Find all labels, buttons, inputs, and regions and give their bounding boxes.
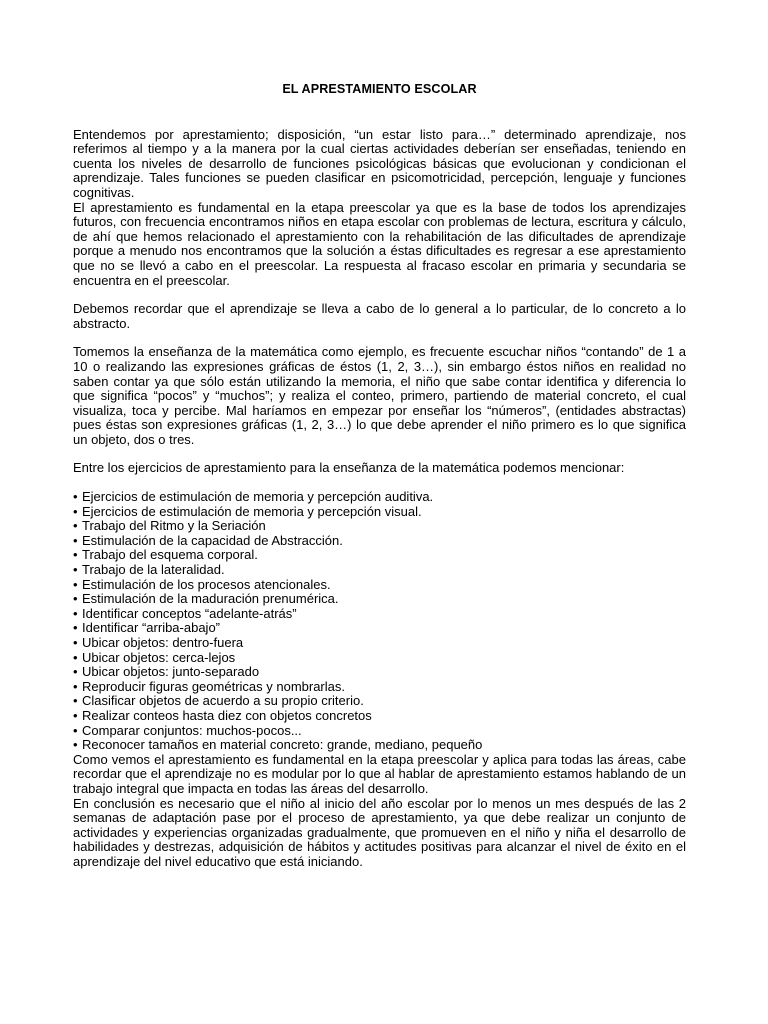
bullet-icon: •	[73, 722, 78, 738]
bullet-icon: •	[73, 707, 78, 723]
document-page	[73, 82, 686, 870]
list-item	[73, 709, 686, 724]
spacer	[73, 447, 686, 461]
spacer	[73, 476, 686, 490]
paragraph-definition: Entendemos por aprestamiento; disposición, “un estar listo para…” determinado aprendizaje, nos referimos al tiempo y a la manera por la cual ciertas actividades deberían ser enseñadas, teniendo en cuenta los niveles de desarrollo de funciones psicológicas básicas que evolucionan y condicionan el aprendizaje. Tales funciones se pueden clasificar en psicomotricidad, percepción, lenguaje y funciones cognitivas.	[73, 126, 686, 200]
list-item	[73, 694, 686, 709]
bullet-icon: •	[73, 620, 78, 636]
list-item-text: Identificar conceptos “adelante-atrás”	[82, 605, 297, 621]
list-item-text: Identificar “arriba-abajo”	[82, 620, 221, 636]
list-item	[73, 636, 686, 651]
list-item-text: Ejercicios de estimulación de memoria y percepción auditiva.	[82, 489, 434, 505]
bullet-icon: •	[73, 503, 78, 519]
list-item	[73, 607, 686, 622]
list-item-text: Ubicar objetos: junto-separado	[82, 664, 260, 680]
paragraph-importance: El aprestamiento es fundamental en la etapa preescolar ya que es la base de todos los aprendizajes futuros, con frecuencia encontramos niños en etapa escolar con problemas de lectura, escritura y cálculo, de ahí que hemos relacionado el aprestamiento con la rehabilitación de las dificultades de aprendizaje porque a menudo nos encontramos que la solución a éstas dificultades es regresar a ese aprestamiento que no se llevó a cabo en el preescolar. La respuesta al fracaso escolar en primaria y secundaria se encuentra en el preescolar.	[73, 199, 686, 288]
bullet-icon: •	[73, 489, 78, 505]
list-item	[73, 738, 686, 753]
list-item	[73, 665, 686, 680]
list-item-text: Estimulación de la maduración prenumérica.	[82, 591, 339, 607]
bullet-icon: •	[73, 518, 78, 534]
bullet-icon: •	[73, 649, 78, 665]
list-item	[73, 505, 686, 520]
list-item-text: Estimulación de los procesos atencionales.	[82, 576, 331, 592]
list-item	[73, 519, 686, 534]
list-item	[73, 651, 686, 666]
bullet-icon: •	[73, 664, 78, 680]
bullet-icon: •	[73, 678, 78, 694]
bullet-icon: •	[73, 547, 78, 563]
list-item	[73, 563, 686, 578]
list-item	[73, 621, 686, 636]
spacer	[73, 331, 686, 345]
list-item-text: Ubicar objetos: dentro-fuera	[82, 635, 244, 650]
paragraph-general-to-particular: Debemos recordar que el aprendizaje se lleva a cabo de lo general a lo particular, de lo concreto a lo abstracto.	[73, 301, 686, 331]
bullet-icon: •	[73, 591, 78, 607]
list-item	[73, 534, 686, 549]
bullet-icon: •	[73, 576, 78, 592]
list-item-text: Ubicar objetos: cerca-lejos	[82, 649, 236, 665]
list-item	[73, 490, 686, 505]
list-item-text: Trabajo de la lateralidad.	[82, 562, 225, 578]
paragraph-conclusion: En conclusión es necesario que el niño al inicio del año escolar por lo menos un mes después de las 2 semanas de adaptación pase por el proceso de aprestamiento, ya que debe realizar un conjunto de actividades y experiencias organizadas gradualmente, que promueven en el niño y niña el desarrollo de habilidades y destrezas, adquisición de hábitos y actitudes positivas para alcanzar el nivel de éxito en el aprendizaje del nivel educativo que está iniciando.	[73, 795, 686, 869]
document-title: EL APRESTAMIENTO ESCOLAR	[282, 82, 477, 96]
paragraph-integral-work: Como vemos el aprestamiento es fundamental en la etapa preescolar y aplica para todas las áreas, cabe recordar que el aprendizaje no es modular por lo que al hablar de aprestamiento estamos hablando de un trabajo integral que impacta en todas las áreas del desarrollo.	[73, 751, 686, 796]
list-item-text: Reconocer tamaños en material concreto: grande, mediano, pequeño	[82, 737, 483, 753]
list-item	[73, 680, 686, 695]
list-item-text: Trabajo del esquema corporal.	[82, 547, 258, 563]
list-item-text: Clasificar objetos de acuerdo a su propio criterio.	[82, 693, 364, 709]
bullet-icon: •	[73, 737, 78, 753]
paragraph-exercises-intro: Entre los ejercicios de aprestamiento para la enseñanza de la matemática podemos mencionar:	[73, 460, 625, 476]
list-item	[73, 578, 686, 593]
bullet-icon: •	[73, 635, 78, 650]
list-item-text: Comparar conjuntos: muchos-pocos...	[82, 722, 302, 738]
list-item	[73, 592, 686, 607]
list-item-text: Reproducir figuras geométricas y nombrarlas.	[82, 678, 345, 694]
exercise-list	[73, 490, 686, 753]
bullet-icon: •	[73, 562, 78, 578]
list-item	[73, 548, 686, 563]
list-item-text: Estimulación de la capacidad de Abstracción.	[82, 532, 343, 548]
list-item-text: Ejercicios de estimulación de memoria y percepción visual.	[82, 503, 422, 519]
list-item-text: Trabajo del Ritmo y la Seriación	[82, 518, 266, 534]
paragraph-math-example: Tomemos la enseñanza de la matemática como ejemplo, es frecuente escuchar niños “contando” de 1 a 10 o realizando las expresiones gráficas de éstos (1, 2, 3…), sin embargo éstos niños en realidad no saben contar ya que sólo están utilizando la memoria, el niño que sabe contar identifica y diferencia lo que significa “pocos” y “muchos”; y realiza el conteo, primero, partiendo de material concreto, el cual visualiza, toca y percibe. Mal haríamos en empezar por enseñar los “números”, (entidades abstractas) pues éstas son expresiones gráficas (1, 2, 3…) lo que debe aprender el niño primero es lo que significa un objeto, dos o tres.	[73, 344, 686, 447]
bullet-icon: •	[73, 605, 78, 621]
bullet-icon: •	[73, 532, 78, 548]
spacer	[73, 288, 686, 302]
list-item-text: Realizar conteos hasta diez con objetos concretos	[82, 707, 372, 723]
bullet-icon: •	[73, 693, 78, 709]
list-item	[73, 724, 686, 739]
